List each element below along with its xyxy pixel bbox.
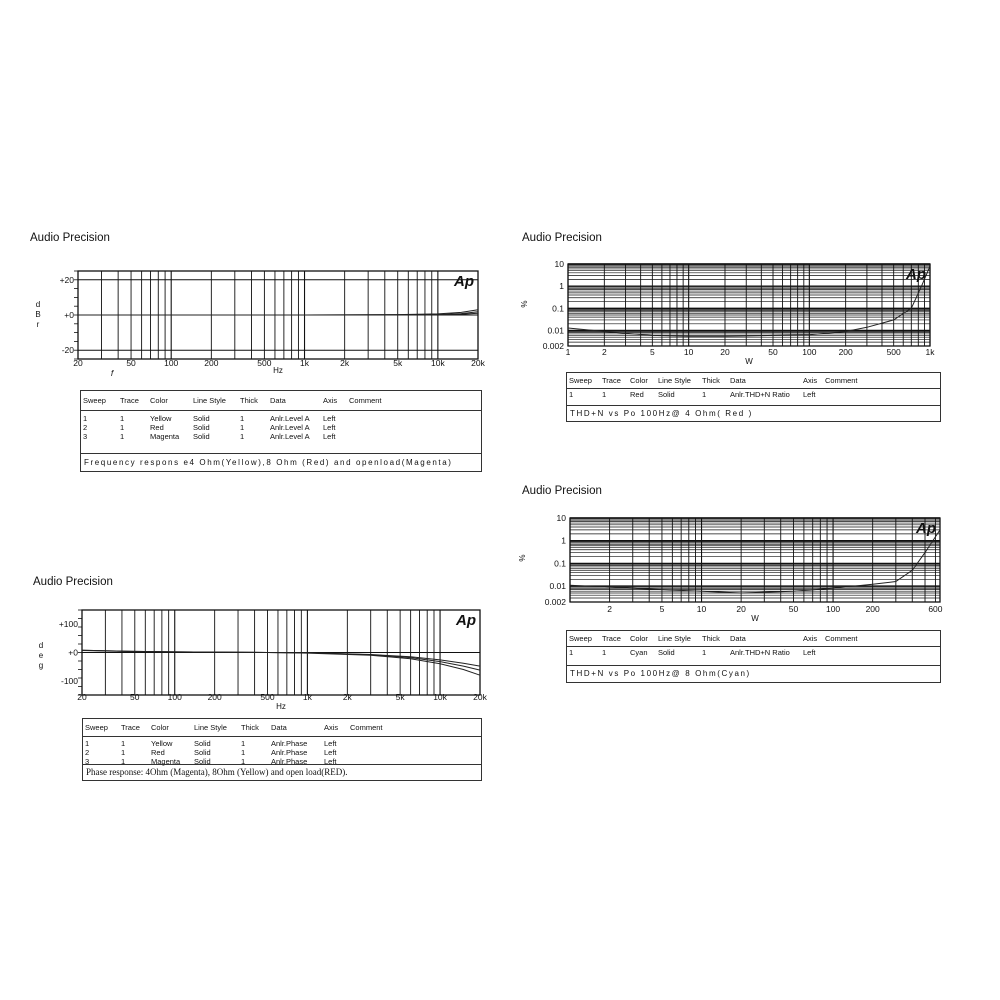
legend-cell (349, 432, 409, 441)
y-tick-label: 0.002 (542, 341, 564, 351)
legend-cell: Yellow (150, 414, 172, 423)
y-axis-label: d e g (38, 641, 44, 670)
legend-rows (569, 648, 875, 657)
series-line-red (568, 266, 930, 336)
legend-cell: Left (323, 432, 336, 441)
legend-cell: Magenta (150, 432, 180, 441)
legend-cell: Red (630, 390, 644, 399)
y-tick-label: 0.01 (547, 325, 564, 336)
legend-header-cell: Axis (803, 634, 818, 643)
legend-header-row (569, 376, 875, 385)
legend-cell: 2 (85, 748, 90, 757)
legend-cell: Left (324, 739, 337, 748)
y-tick-label: +0 (68, 647, 78, 658)
x-tick-label: 100 (164, 358, 179, 368)
x-axis-label: Hz (273, 366, 283, 375)
legend-cell: 1 (241, 748, 246, 757)
y-tick-label: 1 (561, 535, 566, 546)
legend-cell: Anlr.Phase (271, 739, 308, 748)
y-axis-label: d B r (35, 300, 41, 329)
legend-header-cell: Data (730, 376, 746, 385)
legend-cell: 1 (602, 390, 607, 399)
legend-header-row (83, 396, 409, 405)
ap-logo: Ap (906, 266, 926, 283)
x-tick-label: 5k (393, 358, 403, 368)
x-tick-label: 20k (471, 358, 485, 368)
legend-row (85, 748, 410, 757)
x-tick-label: 1k (925, 347, 935, 357)
legend-header-cell: Line Style (194, 723, 227, 732)
legend-cell: 1 (569, 648, 574, 657)
legend-cell: Solid (193, 414, 210, 423)
y-tick-label: +100 (58, 619, 78, 630)
x-tick-label: 100 (825, 604, 841, 614)
legend-cell: 1 (121, 748, 126, 757)
legend-cell: 1 (120, 423, 125, 432)
legend-cell: Yellow (151, 739, 173, 748)
chart-title: Audio Precision (522, 232, 602, 244)
legend-cell: Solid (658, 648, 675, 657)
legend-cell: 1 (240, 414, 245, 423)
legend-cell: 2 (83, 423, 88, 432)
x-tick-label: 2k (342, 692, 352, 702)
x-tick-label: 10 (683, 347, 694, 357)
grid (570, 518, 940, 602)
legend-row (85, 739, 410, 748)
legend-header-cell: Color (630, 634, 648, 643)
x-tick-label: 600 (928, 604, 943, 614)
legend-cell: Anlr.Level A (270, 423, 310, 432)
x-tick-label: 5 (649, 347, 655, 357)
legend-header-cell: Comment (825, 634, 858, 643)
legend-header-cell: Axis (323, 396, 338, 405)
legend-row (569, 390, 875, 399)
legend-header-cell: Trace (602, 376, 621, 385)
legend-header-cell: Trace (121, 723, 140, 732)
legend-row (569, 648, 875, 657)
chart-title: Audio Precision (30, 232, 110, 244)
legend-header-cell: Color (150, 396, 168, 405)
y-tick-label: 0.002 (544, 597, 566, 607)
x-tick-label: 500 (257, 358, 272, 368)
legend-header-cell: Color (151, 723, 169, 732)
legend-cell: 1 (702, 390, 707, 399)
legend-header-cell: Comment (349, 396, 382, 405)
x-tick-label: 10k (431, 358, 445, 368)
ap-logo: Ap (916, 520, 936, 537)
x-tick-label: 5 (659, 604, 665, 614)
grid (568, 264, 930, 346)
legend-cell: Solid (193, 432, 210, 441)
legend-cell: Magenta (151, 757, 181, 766)
legend-cell: Left (803, 390, 816, 399)
legend-cell (350, 748, 410, 757)
legend-cell: Solid (194, 757, 211, 766)
y-tick-label: 0.1 (554, 558, 566, 569)
x-tick-label: 1 (565, 347, 571, 357)
y-tick-label: 1 (559, 281, 564, 292)
chart-title: Audio Precision (522, 485, 602, 497)
ap-logo: Ap (454, 273, 474, 290)
x-tick-label: 20k (473, 692, 487, 702)
y-tick-label: -100 (60, 675, 78, 686)
legend-header-cell: Sweep (85, 723, 108, 732)
legend-cell: 3 (83, 432, 88, 441)
legend-row (83, 414, 409, 423)
x-axis-label: W (745, 357, 753, 366)
y-tick-label: 0.01 (549, 581, 566, 592)
stray-label: f (110, 368, 114, 378)
legend-header-cell: Data (271, 723, 287, 732)
x-tick-label: 20 (736, 604, 746, 614)
series-line-magenta (82, 650, 480, 675)
legend-header-row (85, 723, 410, 732)
y-axis-label: % (520, 300, 529, 308)
legend-cell: 1 (83, 414, 88, 423)
legend-caption: THD+N vs Po 100Hz@ 8 Ohm(Cyan) (567, 665, 940, 682)
legend-cell: 1 (121, 739, 126, 748)
legend-header-cell: Thick (240, 396, 258, 405)
legend-cell (349, 423, 409, 432)
legend-cell: Anlr.Level A (270, 414, 310, 423)
legend-rows (85, 739, 410, 766)
legend-cell: Solid (658, 390, 675, 399)
legend-table (82, 718, 482, 781)
legend-table (566, 630, 941, 683)
legend-header-cell: Color (630, 376, 648, 385)
legend-cell: 3 (85, 757, 90, 766)
x-tick-label: 10k (433, 692, 447, 702)
legend-header-cell: Line Style (658, 376, 691, 385)
legend-header-cell: Thick (702, 634, 720, 643)
series-line-cyan (570, 530, 940, 593)
legend-cell: Solid (194, 739, 211, 748)
x-tick-label: 20 (720, 347, 730, 357)
x-tick-label: 2 (607, 604, 612, 614)
legend-header-cell: Axis (803, 376, 818, 385)
legend-cell: Anlr.Phase (271, 748, 308, 757)
x-tick-label: 500 (886, 347, 901, 357)
y-tick-label: +20 (59, 274, 74, 285)
legend-rows (83, 414, 409, 441)
phase-response-plot (0, 600, 500, 715)
legend-cell: 1 (602, 648, 607, 657)
legend-cell: Anlr.Phase (271, 757, 308, 766)
legend-cell: Left (803, 648, 816, 657)
x-tick-label: 50 (768, 347, 778, 357)
legend-header-cell: Comment (350, 723, 383, 732)
legend-header-cell: Data (730, 634, 746, 643)
legend-cell: Anlr.THD+N Ratio (730, 648, 790, 657)
legend-cell: 1 (120, 414, 125, 423)
legend-row (83, 423, 409, 432)
x-tick-label: 200 (865, 604, 880, 614)
x-tick-label: 5k (395, 692, 405, 702)
legend-cell: Anlr.THD+N Ratio (730, 390, 790, 399)
y-axis-label: % (518, 554, 527, 562)
legend-cell: Anlr.Level A (270, 432, 310, 441)
legend-header-cell: Line Style (658, 634, 691, 643)
legend-cell: 1 (85, 739, 90, 748)
legend-cell (825, 648, 875, 657)
legend-rows (569, 390, 875, 399)
x-tick-label: 20 (77, 692, 87, 702)
legend-caption: THD+N vs Po 100Hz@ 4 Ohm( Red ) (567, 405, 940, 421)
y-tick-label: 10 (556, 513, 566, 523)
legend-header-cell: Sweep (569, 634, 592, 643)
legend-cell: 1 (240, 432, 245, 441)
x-tick-label: 50 (126, 358, 136, 368)
legend-cell: 1 (240, 423, 245, 432)
legend-header-cell: Sweep (83, 396, 106, 405)
y-tick-label: +0 (64, 310, 74, 320)
chart-title: Audio Precision (33, 576, 113, 588)
x-tick-label: 1k (300, 358, 310, 368)
legend-header-cell: Trace (120, 396, 139, 405)
legend-cell: Left (323, 423, 336, 432)
x-tick-label: 10 (696, 604, 707, 614)
legend-cell: 1 (121, 757, 126, 766)
legend-table (80, 390, 482, 472)
legend-cell (825, 390, 875, 399)
frequency-response-plot (0, 255, 500, 385)
x-tick-label: 50 (130, 692, 140, 702)
x-tick-label: 100 (167, 692, 182, 702)
legend-cell: 1 (569, 390, 574, 399)
legend-cell: Left (323, 414, 336, 423)
thd-8ohm-plot (500, 510, 960, 628)
legend-cell: 1 (702, 648, 707, 657)
x-tick-label: 200 (207, 692, 222, 702)
thd-4ohm-plot (500, 256, 960, 370)
x-tick-label: 200 (204, 358, 219, 368)
legend-cell: Red (151, 748, 165, 757)
legend-header-cell: Sweep (569, 376, 592, 385)
ap-logo: Ap (456, 612, 476, 629)
legend-cell: Left (324, 757, 337, 766)
legend-cell: Red (150, 423, 164, 432)
legend-header-cell: Trace (602, 634, 621, 643)
legend-header-row (569, 634, 875, 643)
x-tick-label: 200 (838, 347, 853, 357)
legend-cell: Solid (193, 423, 210, 432)
legend-header-cell: Comment (825, 376, 858, 385)
x-tick-label: 2k (340, 358, 350, 368)
legend-cell: 1 (241, 757, 246, 766)
x-tick-label: 50 (788, 604, 799, 614)
legend-header-cell: Data (270, 396, 286, 405)
legend-header-cell: Axis (324, 723, 339, 732)
x-tick-label: 2 (601, 347, 607, 357)
legend-cell: Left (324, 748, 337, 757)
legend-cell: Solid (194, 748, 211, 757)
legend-cell: Cyan (630, 648, 648, 657)
y-tick-label: 0.1 (552, 303, 564, 314)
legend-cell (350, 739, 410, 748)
legend-table (566, 372, 941, 422)
legend-cell: 1 (241, 739, 246, 748)
legend-cell: 1 (120, 432, 125, 441)
legend-caption: Phase response: 4Ohm (Magenta), 8Ohm (Yellow) and open load(RED). (83, 764, 481, 780)
x-tick-label: 100 (802, 347, 817, 357)
y-tick-label: -20 (61, 345, 74, 356)
legend-caption: Frequency respons e4 Ohm(Yellow),8 Ohm (Red) and openload(Magenta) (81, 453, 481, 471)
legend-header-cell: Line Style (193, 396, 226, 405)
x-axis-label: W (751, 614, 759, 623)
y-tick-label: 10 (554, 259, 564, 269)
legend-row (83, 432, 409, 441)
legend-cell (349, 414, 409, 423)
x-tick-label: 20 (73, 358, 83, 368)
legend-header-cell: Thick (241, 723, 259, 732)
x-tick-label: 500 (260, 692, 275, 702)
x-tick-label: 1k (302, 692, 312, 702)
legend-header-cell: Thick (702, 376, 720, 385)
x-axis-label: Hz (276, 702, 286, 711)
